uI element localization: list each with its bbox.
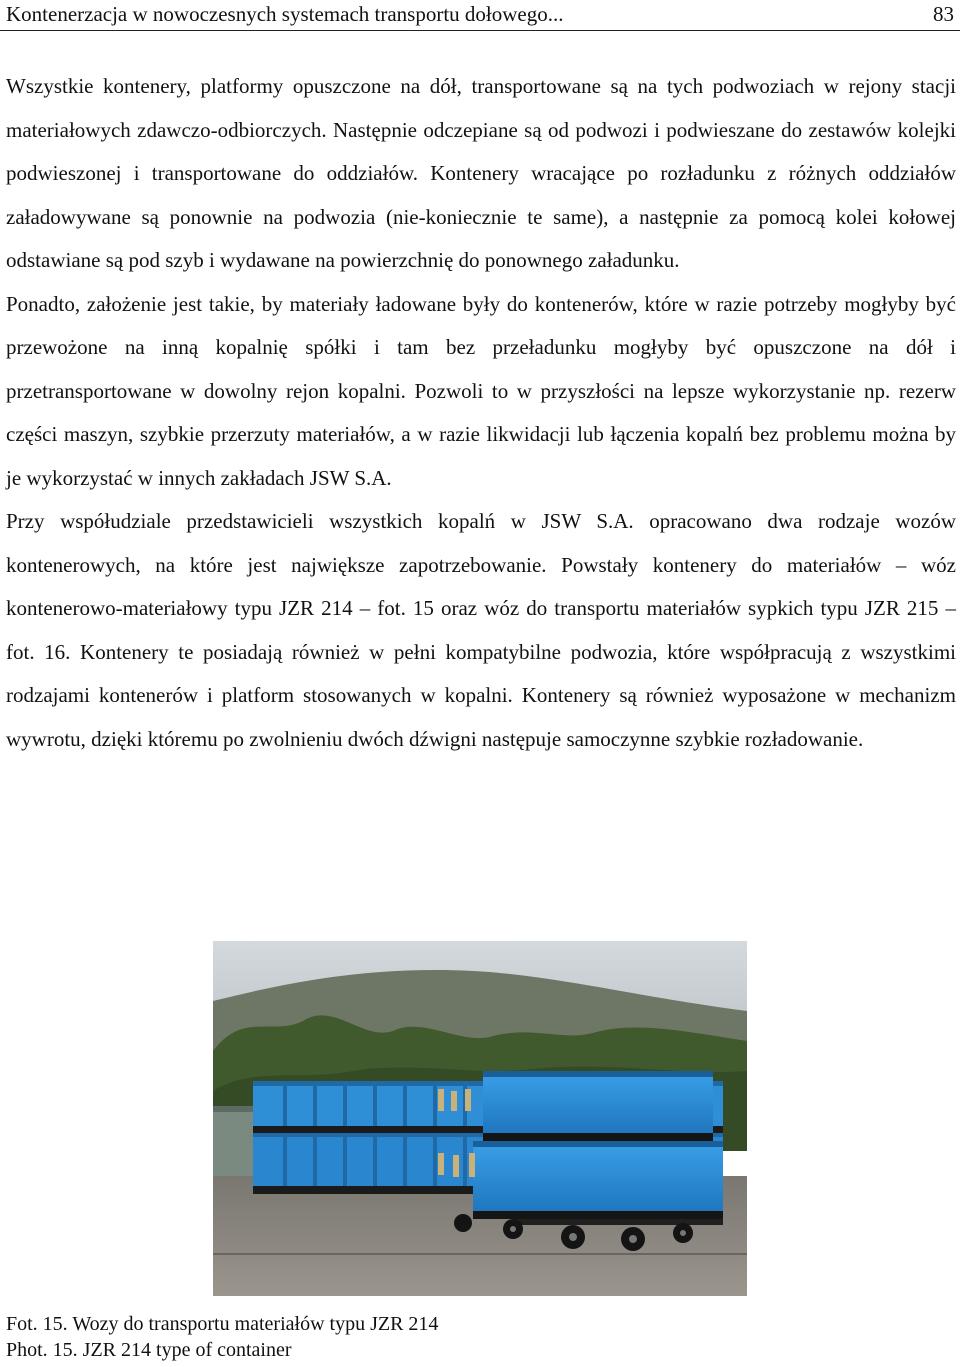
- figure-caption-en: Phot. 15. JZR 214 type of container: [6, 1339, 292, 1361]
- paragraph: Ponadto, założenie jest takie, by materiały ładowane były do kontenerów, które w razie potrzeby mogłyby być przewożone na inną kopalnię spółki i tam bez przeładunku mogłyby być opuszczone na dół i przetransportowane w dowolny rejon kopalni. Pozwoli to w przyszłości na lepsze wykorzystanie np. rezerw części maszyn, szybkie przerzuty materiałów, a w razie likwidacji lub łączenia kopalń bez problemu można by je wykorzystać w innych zakładach JSW S.A.: [6, 291, 956, 490]
- page-number: 83: [933, 2, 954, 26]
- photo-containers-jzr214: [213, 941, 747, 1296]
- running-header: [0, 0, 960, 31]
- header-title: Kontenerzacja w nowoczesnych systemach transportu dołowego...: [6, 2, 564, 26]
- figure-caption-pl: Fot. 15. Wozy do transportu materiałów typu JZR 214: [6, 1313, 439, 1335]
- body-text: [6, 65, 956, 761]
- paragraph: Przy współudziale przedstawicieli wszystkich kopalń w JSW S.A. opracowano dwa rodzaje wozów kontenerowych, na które jest największe zapotrzebowanie. Powstały kontenery do materiałów – wóz kontenerowo-materiałowy typu JZR 214 – fot. 15 oraz wóz do transportu materiałów sypkich typu JZR 215 – fot. 16. Kontenery te posiadają również w pełni kompatybilne podwozia, które współpracują z wszystkimi rodzajami kontenerów i platform stosowanych w kopalni. Kontenery są również wyposażone w mechanizm wywrotu, dzięki któremu po zwolnieniu dwóch dźwigni następuje samoczynne szybkie rozładowanie.: [6, 509, 956, 751]
- paragraph: Wszystkie kontenery, platformy opuszczone na dół, transportowane są na tych podwoziach w rejony stacji materiałowych zdawczo-odbiorczych. Następnie odczepiane są od podwozi i podwieszane do zestawów kolejki podwieszonej i transportowane do oddziałów. Kontenery wracające po rozładunku z różnych oddziałów załadowywane są ponownie na podwozia (nie-koniecznie te same), a następnie za pomocą kolei kołowej odstawiane są pod szyb i wydawane na powierzchnię do ponownego załadunku.: [6, 74, 956, 272]
